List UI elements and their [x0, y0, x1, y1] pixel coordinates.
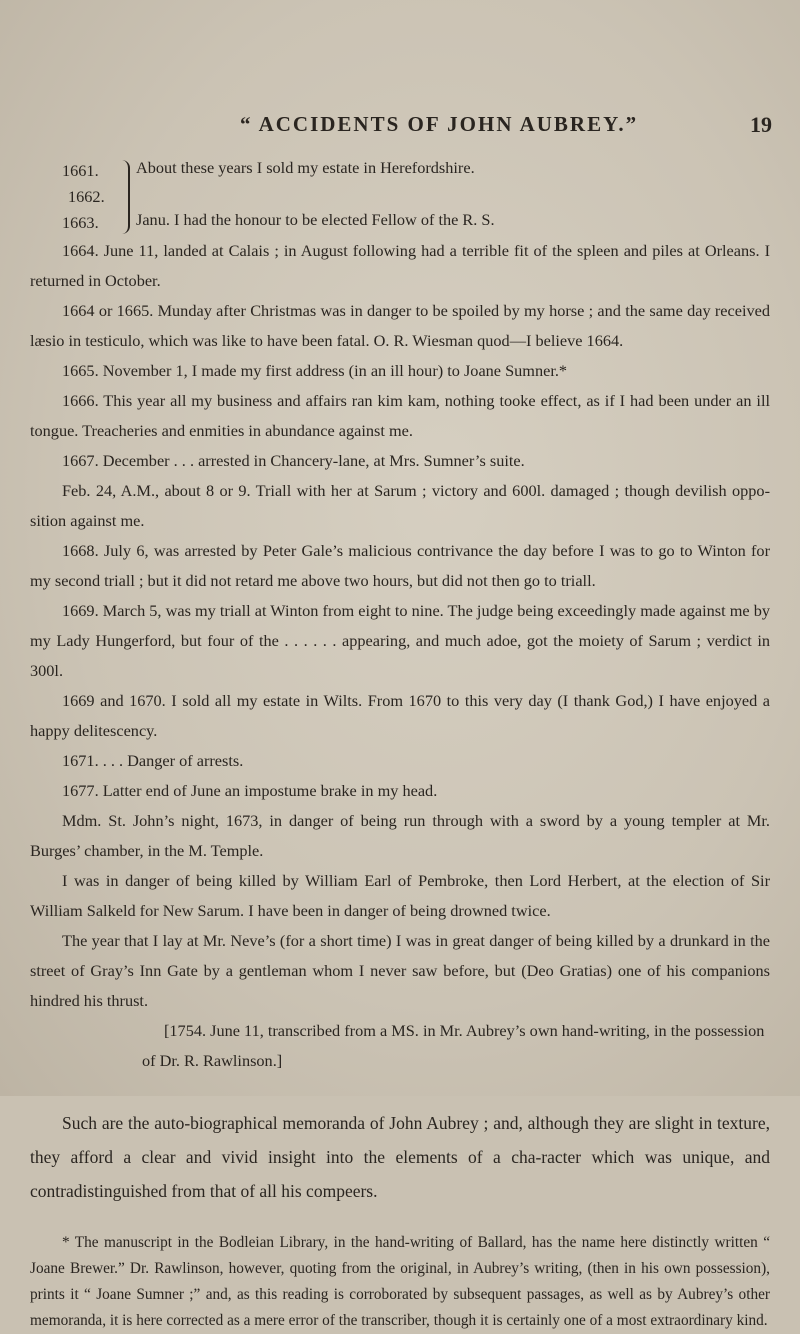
- page-header: [0, 112, 800, 144]
- transcription-note: [1754. June 11, transcribed from a MS. in Mr. Aubrey’s own hand-writing, in the possession of Dr. R. Rawlinson.]: [142, 1021, 765, 1070]
- page-number: 19: [750, 112, 772, 137]
- diary-entry: Feb. 24, A.M., about 8 or 9. Triall with her at Sarum ; victory and 600l. damaged ; though devilish oppo-sition against me.: [30, 481, 770, 530]
- bracket-line: About these years I sold my estate in Herefordshire.: [136, 158, 475, 177]
- commentary-paragraph: Such are the auto-biographical memoranda of John Aubrey ; and, although they are slight in texture, they afford a clear and vivid insight into the elements of a cha-racter which was unique, and contradistinguished from that of all his compeers.: [30, 1113, 770, 1201]
- bracketed-entry: [30, 158, 770, 236]
- bracket-years: [62, 158, 116, 236]
- year-label: 1662.: [68, 187, 105, 206]
- diary-entry: 1671. . . . Danger of arrests.: [62, 751, 244, 770]
- year-label: 1663.: [62, 213, 99, 232]
- page-body: [30, 158, 770, 1334]
- diary-entry: 1665. November 1, I made my first address (in an ill hour) to Joane Sumner.*: [62, 361, 568, 380]
- diary-entry: 1668. July 6, was arrested by Peter Gale’s malicious contrivance the day before I was to go to Winton for my second triall ; but it did not retard me above two hours, but did not then go to triall.: [30, 541, 770, 590]
- diary-entry: 1669. March 5, was my triall at Winton from eight to nine. The judge being exceedingly made against me by my Lady Hungerford, but four of the . . . . . . appearing, and much adoe, got the moiety of Sarum ; verdict in 300l.: [30, 601, 770, 680]
- diary-entry: 1664 or 1665. Munday after Christmas was in danger to be spoiled by my horse ; and the same day received læsio in testiculo, which was like to have been fatal. O. R. Wiesman quod—I believe 1664.: [30, 301, 770, 350]
- diary-entry: The year that I lay at Mr. Neve’s (for a short time) I was in great danger of being killed by a drunkard in the street of Gray’s Inn Gate by a gentleman whom I never saw before, but (Deo Gratias) one of his companions hindred his thrust.: [30, 931, 770, 1010]
- running-title: “ ACCIDENTS OF JOHN AUBREY.”: [240, 112, 639, 136]
- diary-entry: 1664. June 11, landed at Calais ; in August following had a terrible fit of the spleen and piles at Orleans. I returned in October.: [30, 241, 770, 290]
- year-label: 1661.: [62, 161, 99, 180]
- diary-entry: 1666. This year all my business and affairs ran kim kam, nothing tooke effect, as if I had been under an ill tongue. Treacheries and enmities in abundance against me.: [30, 391, 770, 440]
- diary-entry: 1667. December . . . arrested in Chancery-lane, at Mrs. Sumner’s suite.: [62, 451, 525, 470]
- curly-brace: [116, 160, 130, 234]
- footnote: * The manuscript in the Bodleian Library, in the hand-writing of Ballard, has the name here distinctly written “ Joane Brewer.” Dr. Rawlinson, however, quoting from the original, in Aubrey’s writing, (then in his own possession), prints it “ Joane Sumner ;” and, as this reading is corroborated by subsequent passages, as well as by Aubrey’s other memoranda, it is here corrected as a mere error of the transcriber, though it is certainly one of a most extraordinary kind.: [30, 1234, 770, 1329]
- diary-entry: I was in danger of being killed by William Earl of Pembroke, then Lord Herbert, at the election of Sir William Salkeld for New Sarum. I have been in danger of being drowned twice.: [30, 871, 770, 920]
- diary-entry: Mdm. St. John’s night, 1673, in danger of being run through with a sword by a young templer at Mr. Burges’ chamber, in the M. Temple.: [30, 811, 770, 860]
- bracket-line: Janu. I had the honour to be elected Fellow of the R. S.: [136, 210, 495, 229]
- diary-entry: 1669 and 1670. I sold all my estate in Wilts. From 1670 to this very day (I thank God,) I have enjoyed a happy delitescency.: [30, 691, 770, 740]
- diary-entry: 1677. Latter end of June an impostume brake in my head.: [62, 781, 438, 800]
